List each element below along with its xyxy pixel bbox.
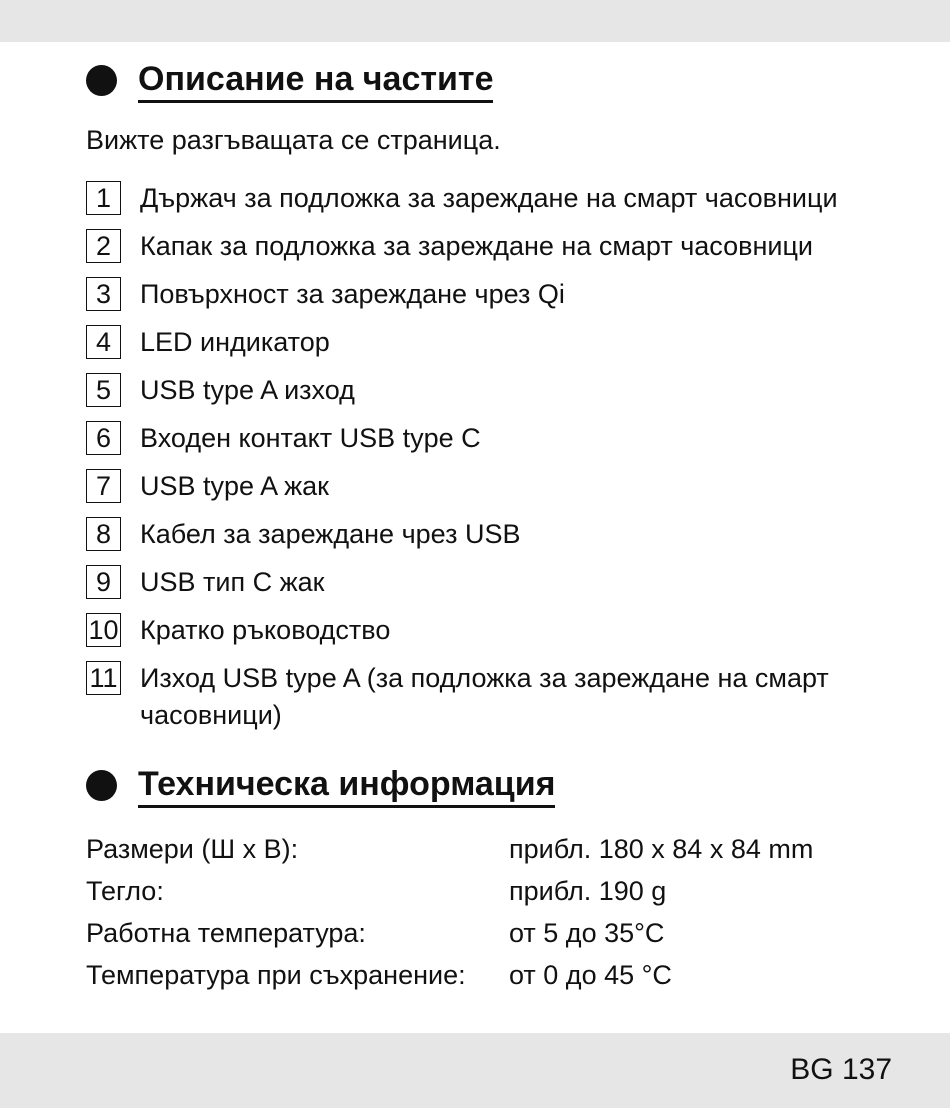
parts-heading-title: Описание на частите [138, 58, 493, 103]
spec-row [86, 870, 813, 912]
spec-row [86, 954, 813, 996]
parts-list [86, 180, 906, 745]
part-label: Входен контакт USB type C [140, 423, 481, 453]
list-item [86, 228, 906, 265]
part-label: Кратко ръководство [140, 615, 391, 645]
part-number-box: 3 [86, 277, 121, 311]
specs-heading [86, 763, 555, 808]
list-item [86, 324, 906, 361]
spec-row [86, 912, 813, 954]
specs-heading-title: Техническа информация [138, 763, 555, 808]
part-label: USB тип C жак [140, 567, 325, 597]
list-item [86, 516, 906, 553]
list-item [86, 372, 906, 409]
part-number-box: 4 [86, 325, 121, 359]
bullet-icon [86, 770, 117, 801]
part-label: Повърхност за зареждане чрез Qi [140, 279, 565, 309]
part-label: USB type A изход [140, 375, 355, 405]
part-number-box: 6 [86, 421, 121, 455]
list-item [86, 660, 906, 734]
part-number-box: 5 [86, 373, 121, 407]
part-label: Държач за подложка за зареждане на смарт часовници [140, 183, 838, 213]
list-item [86, 276, 906, 313]
list-item [86, 420, 906, 457]
spec-label: Размери (Ш x В): [86, 834, 299, 864]
spec-value: от 0 до 45 °C [509, 960, 672, 990]
part-number-box: 8 [86, 517, 121, 551]
spec-row [86, 828, 813, 870]
part-label: Капак за подложка за зареждане на смарт часовници [140, 231, 814, 261]
bullet-icon [86, 65, 117, 96]
spec-label: Тегло: [86, 876, 164, 906]
part-number-box: 10 [86, 613, 121, 647]
part-number-box: 1 [86, 181, 121, 215]
list-item [86, 564, 906, 601]
part-number-box: 7 [86, 469, 121, 503]
spec-label: Температура при съхранение: [86, 960, 466, 990]
part-number-box: 2 [86, 229, 121, 263]
part-label: Изход USB type A (за подложка за зареждане на смарт часовници) [140, 663, 829, 730]
part-label: USB type A жак [140, 471, 329, 501]
page-number: BG 137 [790, 1053, 892, 1086]
spec-value: прибл. 180 x 84 x 84 mm [509, 834, 814, 864]
part-label: LED индикатор [140, 327, 330, 357]
part-number-box: 9 [86, 565, 121, 599]
parts-heading [86, 58, 493, 103]
list-item [86, 612, 906, 649]
parts-intro: Вижте разгъващата се страница. [86, 125, 501, 155]
list-item [86, 468, 906, 505]
spec-label: Работна температура: [86, 918, 366, 948]
spec-value: прибл. 190 g [509, 876, 667, 906]
list-item [86, 180, 906, 217]
top-band [0, 0, 950, 42]
specs-table [86, 828, 813, 996]
part-number-box: 11 [86, 661, 121, 695]
part-label: Кабел за зареждане чрез USB [140, 519, 521, 549]
spec-value: от 5 до 35°C [509, 918, 665, 948]
